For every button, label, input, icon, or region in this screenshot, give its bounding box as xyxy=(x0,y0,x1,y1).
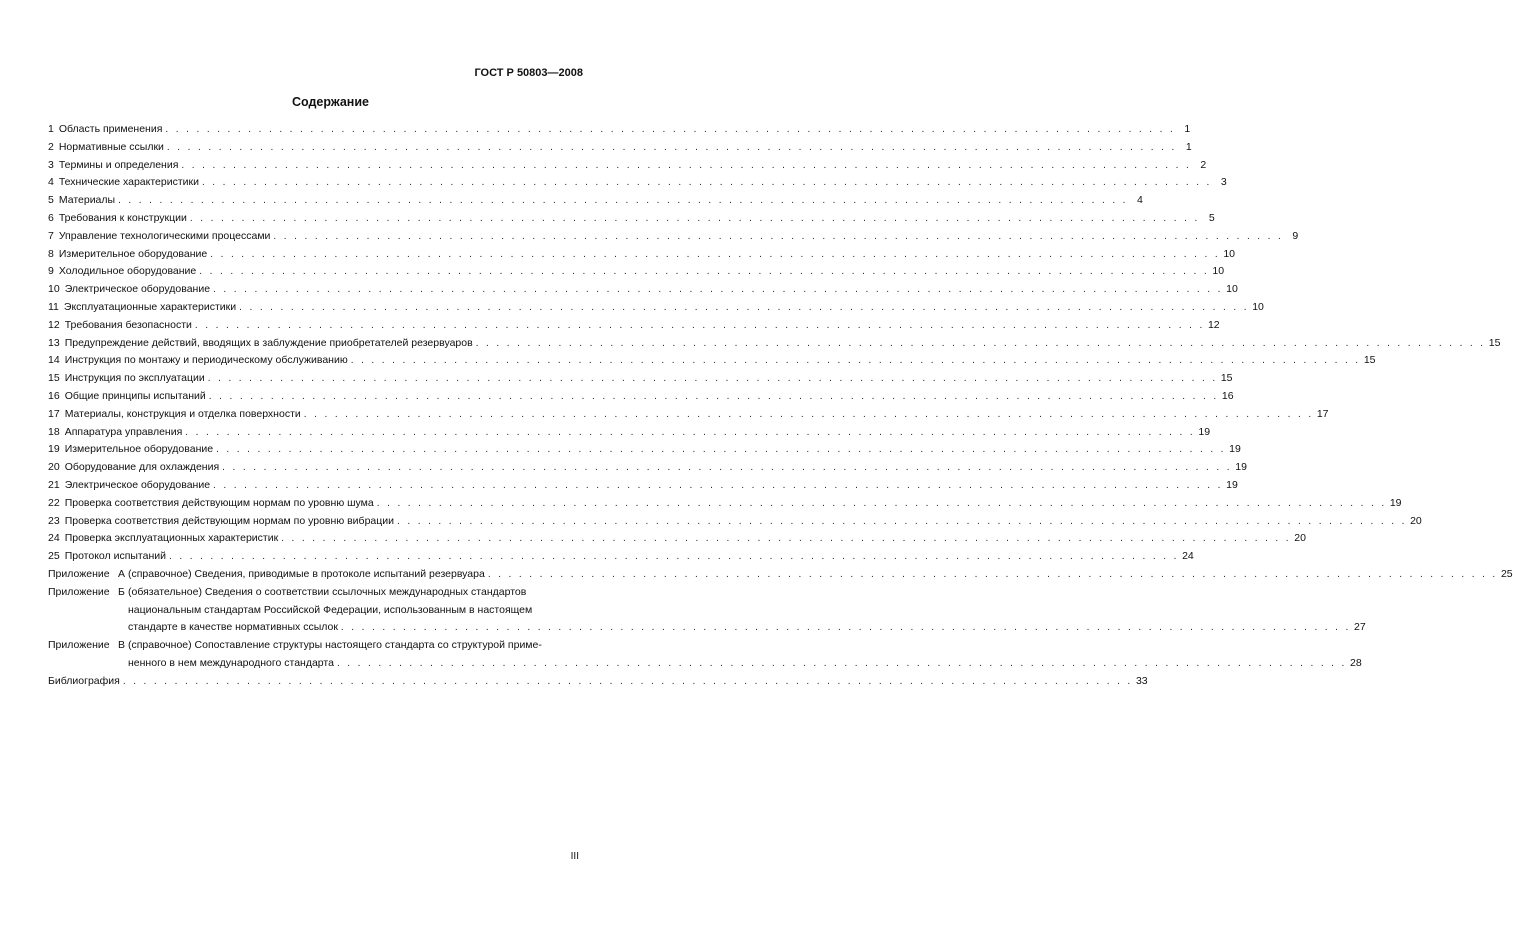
toc-entry-label: Электрическое оборудование xyxy=(64,283,211,296)
toc-entry-page: 19 xyxy=(1235,461,1247,474)
toc-entry-label: Управление технологическими процессами xyxy=(58,229,271,242)
leader-dots xyxy=(210,246,1220,264)
toc-entry-page: 1 xyxy=(1184,123,1191,135)
toc-entry-number: 15 xyxy=(48,372,60,385)
toc-entry-label: Область применения xyxy=(58,123,163,135)
toc-entry[interactable] xyxy=(48,388,1234,406)
toc-entry-page: 19 xyxy=(1229,443,1241,456)
toc-entry-label: Инструкция по монтажу и периодическому обслуживанию xyxy=(64,354,348,367)
leader-dots xyxy=(199,263,1209,281)
toc-entry[interactable] xyxy=(48,352,1376,370)
toc-entry-label: Библиография xyxy=(48,674,120,687)
appendix-title-line xyxy=(128,637,1362,655)
toc-entry-page: 15 xyxy=(1488,336,1501,349)
toc-entry-label: Проверка соответствия действующим нормам по уровню вибрации xyxy=(64,514,394,527)
leader-dots xyxy=(123,673,1133,691)
toc-entry[interactable] xyxy=(48,299,1264,317)
toc-entry-number: 2 xyxy=(48,140,54,153)
toc-entry-page: 27 xyxy=(1354,621,1366,634)
leader-dots xyxy=(488,566,1498,584)
leader-dots xyxy=(377,495,1387,513)
toc-entry[interactable] xyxy=(48,424,1211,442)
leader-dots xyxy=(213,477,1223,495)
toc-entry[interactable] xyxy=(48,548,1194,566)
toc-entry[interactable] xyxy=(48,459,1247,477)
toc-entry[interactable] xyxy=(48,477,1238,495)
toc-entry-label: Термины и определения xyxy=(58,158,179,171)
toc-entry-page: 19 xyxy=(1198,425,1211,438)
toc-entry-page: 17 xyxy=(1316,407,1329,420)
toc-entry-number: 5 xyxy=(48,194,54,207)
document-header: ГОСТ Р 50803—2008 xyxy=(474,67,583,79)
toc-entry-page: 2 xyxy=(1200,158,1207,171)
toc-entry[interactable] xyxy=(48,157,1207,175)
appendix-prefix: Приложение xyxy=(48,639,110,652)
toc-entry-page: 16 xyxy=(1221,389,1234,402)
toc-entry-number: 3 xyxy=(48,158,54,171)
appendix-title-line xyxy=(128,655,1362,673)
toc-entry[interactable] xyxy=(48,192,1143,210)
appendix-title-text: ненного в нем международного стандарта xyxy=(128,656,334,669)
toc-entry-number: 7 xyxy=(48,229,54,242)
toc-bibliography-entry[interactable] xyxy=(48,673,1148,691)
toc-entry-label: Требования к конструкции xyxy=(58,211,187,224)
appendix-title-line xyxy=(128,566,1513,584)
toc-entry-page: 24 xyxy=(1182,550,1194,563)
appendix-prefix: Приложение xyxy=(48,585,110,598)
toc-entry-number: 12 xyxy=(48,318,60,331)
toc-entry-number: 8 xyxy=(48,247,54,260)
leader-dots xyxy=(118,192,1128,210)
toc-entry-page: 1 xyxy=(1185,140,1192,153)
toc-entry-number: 25 xyxy=(48,550,60,563)
appendix-title-text: (обязательное) Сведения о соответствии ссылочных международных стандартов xyxy=(128,585,527,598)
toc-entry[interactable] xyxy=(48,441,1241,459)
leader-dots xyxy=(165,121,1175,139)
toc-entry-page: 15 xyxy=(1363,354,1376,367)
toc-entry-page: 28 xyxy=(1350,656,1362,669)
leader-dots xyxy=(208,370,1218,388)
toc-entry-number: 4 xyxy=(48,176,54,189)
leader-dots xyxy=(281,530,1291,548)
toc-entry-label: Требования безопасности xyxy=(64,318,192,331)
appendix-letter: В xyxy=(118,639,126,652)
leader-dots xyxy=(273,228,1283,246)
toc-entry[interactable] xyxy=(48,513,1422,531)
appendix-title-line xyxy=(128,602,1366,620)
leader-dots xyxy=(185,424,1195,442)
leader-dots xyxy=(181,157,1191,175)
toc-entry-label: Проверка эксплуатационных характеристик xyxy=(64,532,279,545)
toc-entry-number: 17 xyxy=(48,407,60,420)
appendix-title-line xyxy=(128,619,1366,637)
leader-dots xyxy=(209,388,1219,406)
toc-entry-page: 19 xyxy=(1226,478,1238,491)
leader-dots xyxy=(341,619,1351,637)
toc-entry[interactable] xyxy=(48,174,1227,192)
toc-entry[interactable] xyxy=(48,335,1501,353)
table-of-contents xyxy=(48,121,1513,691)
appendix-title-text: (справочное) Сведения, приводимые в протоколе испытаний резервуара xyxy=(128,567,485,580)
toc-entry-page: 9 xyxy=(1292,229,1299,242)
appendix-title xyxy=(128,637,1362,673)
appendix-title-line xyxy=(128,584,1366,602)
leader-dots xyxy=(169,548,1179,566)
leader-dots xyxy=(167,139,1177,157)
appendix-prefix: Приложение xyxy=(48,567,110,580)
leader-dots xyxy=(190,210,1200,228)
toc-entry-number: 23 xyxy=(48,514,60,527)
leader-dots xyxy=(397,513,1407,531)
toc-entry-label: Нормативные ссылки xyxy=(58,140,164,153)
page-number: III xyxy=(570,851,579,862)
appendix-letter: А xyxy=(118,567,126,580)
toc-entry-number: 22 xyxy=(48,496,60,509)
toc-entry[interactable] xyxy=(48,370,1233,388)
leader-dots xyxy=(476,335,1486,353)
toc-entry-number: 6 xyxy=(48,211,54,224)
toc-entry[interactable] xyxy=(48,139,1192,157)
leader-dots xyxy=(222,459,1232,477)
toc-entry-page: 20 xyxy=(1294,532,1306,545)
toc-entry-label: Материалы xyxy=(58,194,116,207)
toc-entry-page: 10 xyxy=(1223,247,1236,260)
appendix-title-text: (справочное) Сопоставление структуры настоящего стандарта со структурой приме- xyxy=(128,639,542,652)
toc-entry-number: 20 xyxy=(48,461,60,474)
toc-entry-number: 16 xyxy=(48,389,60,402)
toc-entry[interactable] xyxy=(48,210,1215,228)
toc-entry[interactable] xyxy=(48,121,1191,139)
toc-entry-label: Инструкция по эксплуатации xyxy=(64,372,205,385)
toc-entry-number: 1 xyxy=(48,123,54,135)
toc-entry-number: 14 xyxy=(48,354,60,367)
toc-entry-label: Эксплуатационные характеристики xyxy=(63,300,237,313)
toc-entry[interactable] xyxy=(48,317,1220,335)
toc-entry-label: Измерительное оборудование xyxy=(58,247,208,260)
appendix-title-text: национальным стандартам Российской Федерации, использованным в настоящем xyxy=(128,603,533,616)
toc-appendix-entry[interactable] xyxy=(48,637,1362,673)
toc-entry-number: 11 xyxy=(48,300,59,313)
toc-entry[interactable] xyxy=(48,406,1329,424)
toc-entry-label: Электрическое оборудование xyxy=(64,478,211,491)
toc-entry-page: 4 xyxy=(1137,194,1143,207)
toc-entry-number: 19 xyxy=(48,443,60,456)
leader-dots xyxy=(195,317,1205,335)
toc-entry-label: Предупреждение действий, вводящих в заблуждение приобретателей резервуаров xyxy=(64,336,473,349)
toc-entry-label: Измерительное оборудование xyxy=(64,443,214,456)
toc-entry[interactable] xyxy=(48,495,1402,513)
toc-entry-number: 21 xyxy=(48,478,60,491)
toc-entry-page: 10 xyxy=(1212,265,1225,278)
toc-entry-page: 25 xyxy=(1500,567,1513,580)
leader-dots xyxy=(239,299,1249,317)
appendix-title-text: стандарте в качестве нормативных ссылок xyxy=(128,621,338,634)
page-title: Содержание xyxy=(291,95,369,109)
toc-entry-label: Оборудование для охлаждения xyxy=(64,461,220,474)
toc-entry[interactable] xyxy=(48,228,1299,246)
leader-dots xyxy=(337,655,1347,673)
toc-entry[interactable] xyxy=(48,281,1238,299)
toc-entry-page: 15 xyxy=(1220,372,1233,385)
toc-entry-number: 9 xyxy=(48,265,54,278)
toc-entry-page: 19 xyxy=(1389,496,1402,509)
toc-entry[interactable] xyxy=(48,530,1306,548)
appendix-letter: Б xyxy=(118,585,125,598)
toc-entry-page: 33 xyxy=(1135,674,1148,687)
toc-entry[interactable] xyxy=(48,263,1225,281)
appendix-title xyxy=(128,584,1366,637)
leader-dots xyxy=(213,281,1223,299)
toc-entry[interactable] xyxy=(48,246,1236,264)
toc-entry-page: 5 xyxy=(1208,211,1215,224)
toc-entry-page: 20 xyxy=(1410,514,1422,527)
toc-appendix-entry[interactable] xyxy=(48,566,1513,584)
toc-entry-label: Проверка соответствия действующим нормам по уровню шума xyxy=(64,496,374,509)
toc-entry-number: 24 xyxy=(48,532,60,545)
toc-entry-label: Технические характеристики xyxy=(58,176,199,189)
toc-entry-label: Протокол испытаний xyxy=(64,550,166,563)
toc-entry-page: 10 xyxy=(1252,300,1264,313)
toc-entry-label: Холодильное оборудование xyxy=(58,265,197,278)
toc-appendix-entry[interactable] xyxy=(48,584,1366,637)
toc-entry-page: 12 xyxy=(1207,318,1220,331)
toc-entry-number: 10 xyxy=(48,283,60,296)
leader-dots xyxy=(351,352,1361,370)
leader-dots xyxy=(304,406,1314,424)
toc-entry-label: Общие принципы испытаний xyxy=(64,389,206,402)
toc-entry-page: 3 xyxy=(1220,176,1227,189)
leader-dots xyxy=(202,174,1212,192)
toc-entry-label: Аппаратура управления xyxy=(64,425,183,438)
toc-entry-number: 13 xyxy=(48,336,60,349)
toc-entry-page: 10 xyxy=(1226,283,1238,296)
toc-entry-number: 18 xyxy=(48,425,60,438)
appendix-title xyxy=(128,566,1513,584)
toc-entry-label: Материалы, конструкция и отделка поверхности xyxy=(64,407,301,420)
leader-dots xyxy=(216,441,1226,459)
